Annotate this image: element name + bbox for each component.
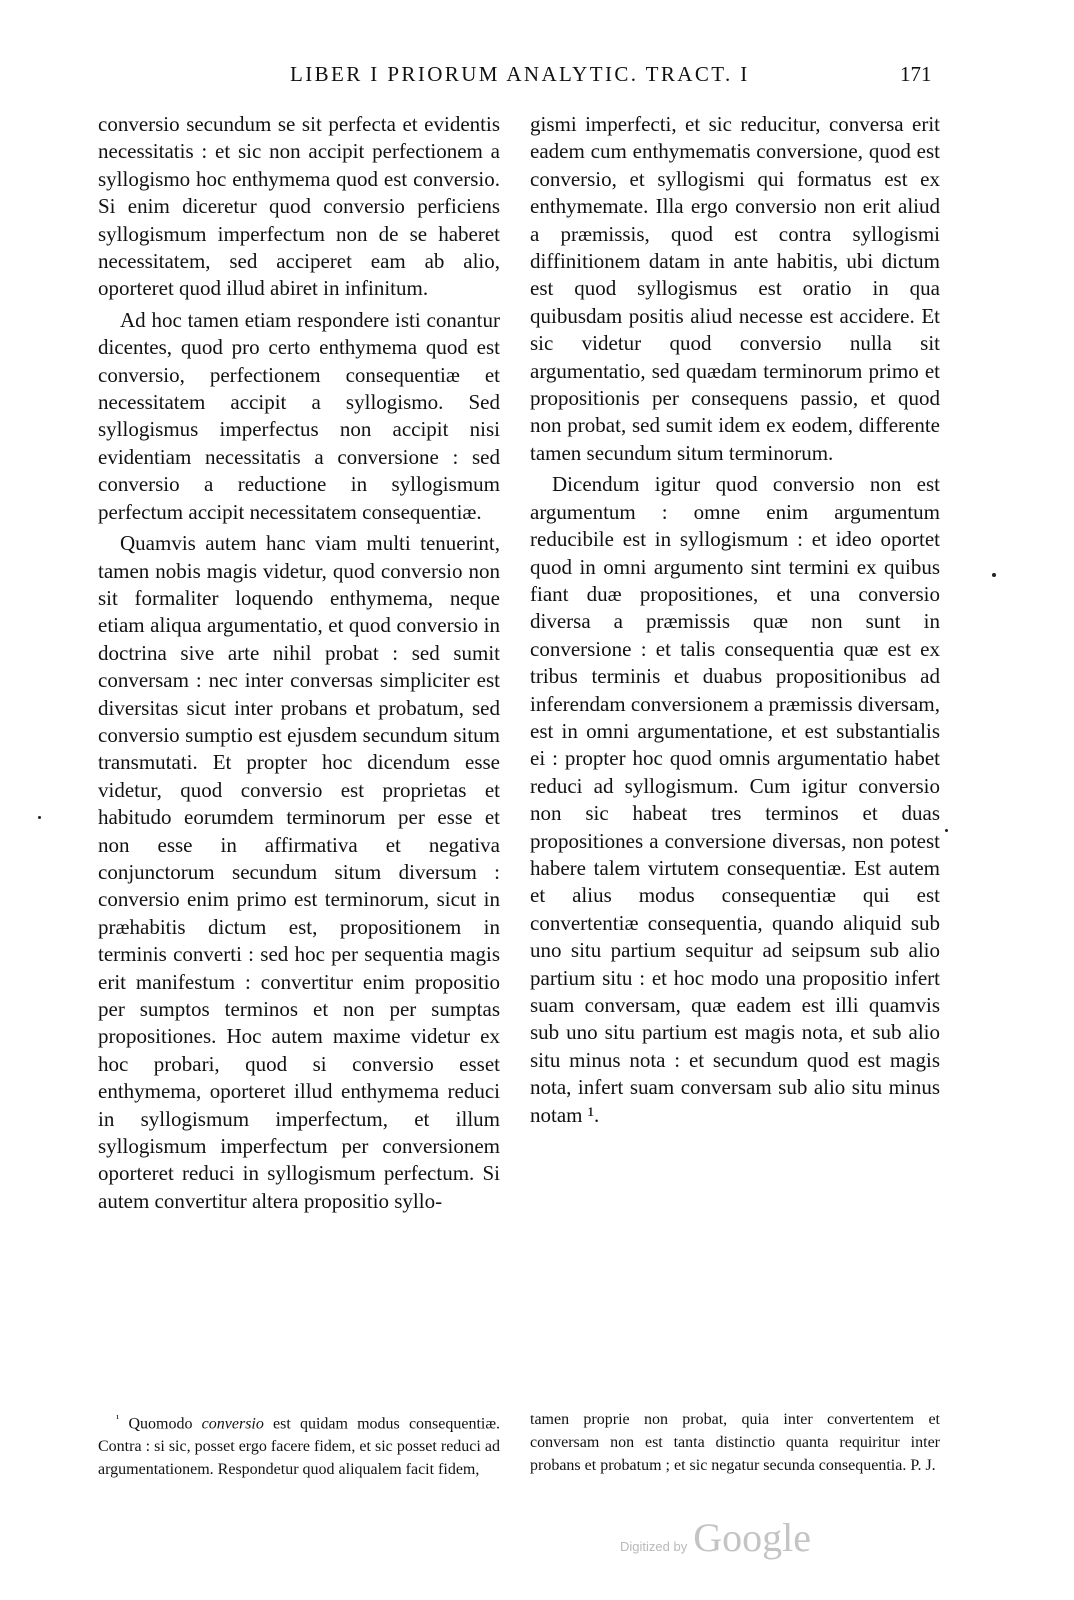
left-column xyxy=(98,111,500,1215)
footnote-right: tamen proprie non probat, quia inter convertentem et conversam non est tanta distinctio quanta requiritur inter probans et probatum ; et sic negatur secunda consequentia. P. J. xyxy=(530,1411,940,1474)
print-speck xyxy=(992,573,996,577)
google-logo: Google xyxy=(693,1515,811,1560)
watermark-prefix: Digitized by xyxy=(620,1539,688,1554)
right-paragraph-1: gismi imperfecti, et sic reducitur, conversa erit eadem cum enthymematis conversione, quod est conversio, et syllogismi qui formatus est ex enthymemate. Illa ergo conversio non erit aliud a præmissis, quod est contra syllogismi diffinitionem datam in ante habitis, ubi dictum est quod syllogismus est oratio in qua quibusdam positis aliud necesse est accidere. Et sic videtur quod conversio nulla sit argumentatio, sed quædam terminorum primo et propositionis per consequens passio, et quod non probat, sed sumit idem ex eodem, differente tamen secundum situm terminorum. xyxy=(530,112,940,465)
print-speck xyxy=(38,816,41,819)
footnote-marker: ¹ xyxy=(116,1413,120,1425)
print-speck xyxy=(945,829,948,832)
footnote-left xyxy=(98,1408,500,1481)
footnote-text-continued: est quidam modus consequentiæ. Contra : si sic, posset ergo facere fidem, et sic posset reduci ad argumentationem. Respondetur quod aliqualem facit fidem, xyxy=(98,1415,501,1479)
running-title: LIBER I PRIORUM ANALYTIC. TRACT. I xyxy=(290,62,750,86)
footnote-text-start: Quomodo xyxy=(128,1415,193,1433)
page-number: 171 xyxy=(900,62,932,86)
right-paragraph-2: Dicendum igitur quod conversio non est argumentum : omne enim argumentum reducibile est in syllogismum : et ideo oportet quod in omni argumento sint termini ex quibus fiant duæ propositiones, et una conversio diversa a præmissis quæ non sunt in conversione : et talis consequentia quæ est ex tribus terminis et duabus propositionibus ad inferendam conversionem a præmissis diversam, est in omni argumentatione, et est substantialis ei : propter hoc quod omnis argumentatio habet reduci ad syllogismum. Cum igitur conversio non sic habeat tres terminos et duas propositiones a conversione diversas, non potest habere talem virtutem consequentiæ. Est autem et alius modus consequentiæ qui est convertentiæ consequentia, quando aliquid sub uno situ partium sequitur ad seipsum sub alio partium situ : et hoc modo una propositio infert suam conversam, quæ eadem est illi quamvis sub uno situ partium est magis nota, et sub alio situ minus nota : et secundum quod est magis nota, infert suam conversam sub alio situ minus notam ¹. xyxy=(530,472,940,1127)
left-paragraph-2: Ad hoc tamen etiam respondere isti conantur dicentes, quod pro certo enthymema quod est conversio, perfectionem consequentiæ et necessitatem accipit a syllogismo. Sed syllogismus imperfectus non accipit nisi evidentiam necessitatis a conversione : sed conversio a reductione in syllogismum perfectum accipit necessitatem consequentiæ. xyxy=(98,307,500,524)
digitized-watermark xyxy=(620,1514,811,1561)
footnote-italic-term: conversio xyxy=(201,1415,264,1433)
left-paragraph-3: Quamvis autem hanc viam multi tenuerint, tamen nobis magis videtur, quod conversio non sit formaliter loquendo enthymema, neque etiam aliqua argumentatio, et quod conversio in doctrina sive arte nihil probat : sed sumit conversam : nec inter conversas simpliciter est diversitas sicut inter probans et probatum, sed conversio sumptio est ejusdem secundum situm transmutati. Et propter hoc dicendum esse videtur, quod conversio est proprietas et habitudo eorumdem terminorum per esse et non esse in affirmativa et negativa conjunctorum secundum situm diversum : conversio enim primo est terminorum, sicut in præhabitis dictum est, propositionem in terminis converti : sed hoc per sequentia magis erit manifestum : convertitur enim propositio per sumptos terminos et non per sumptas propositiones. Hoc autem maxime videtur ex hoc probari, quod si conversio esset enthymema, oporteret illud enthymema reduci in syllogismum imperfectum, et illum syllogismum imperfectum per conversionem oporteret reduci in syllogismum perfectum. Si autem convertitur altera propositio syllo- xyxy=(98,531,500,1213)
right-column xyxy=(530,111,940,1129)
left-paragraph-1: conversio secundum se sit perfecta et evidentis necessitatis : et sic non accipit perfectionem a syllogismo hoc enthymema quod est conversio. Si enim diceretur quod conversio perficiens syllogismum imperfectum non de se haberet necessitatem, sed acciperet eam ab alio, oporteret quod illud abiret in infinitum. xyxy=(98,112,500,301)
